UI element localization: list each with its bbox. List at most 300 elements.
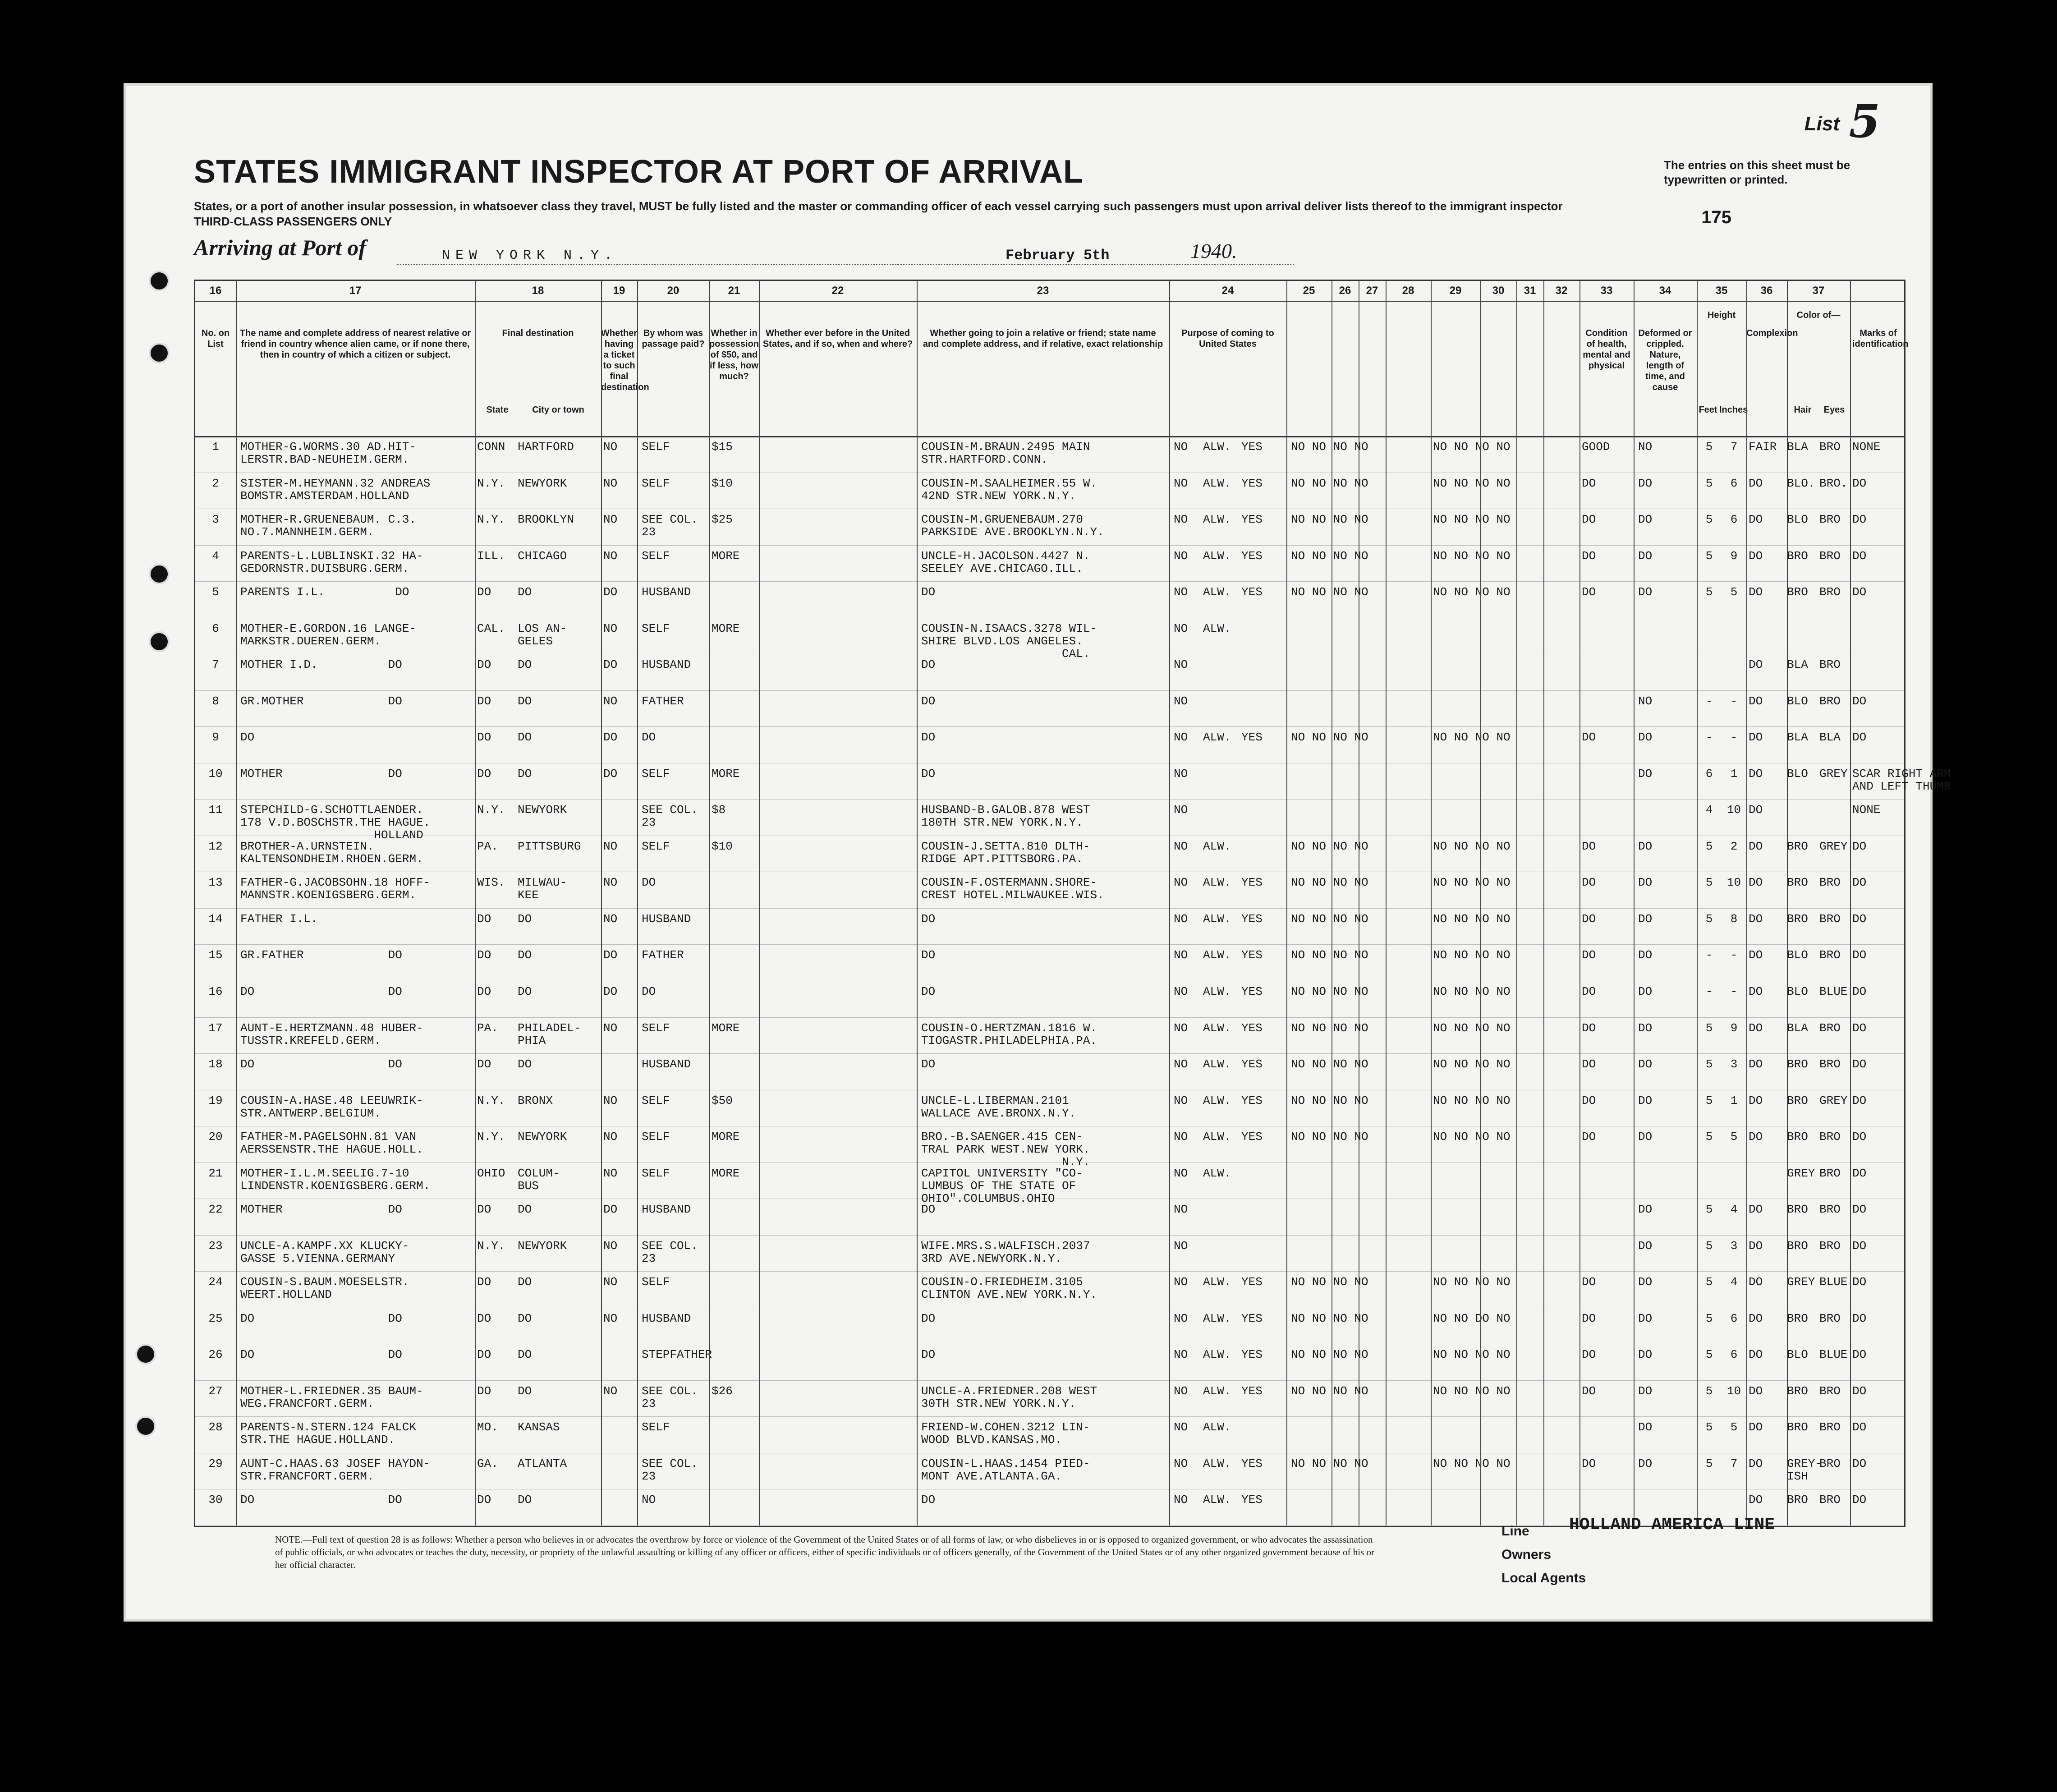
cell-hair: BRO xyxy=(1787,1239,1808,1253)
cell-p2: ALW. xyxy=(1203,549,1231,563)
column-rule xyxy=(917,281,918,1525)
cell-eyes: BLUE xyxy=(1819,985,1848,998)
cell-eyes: BRO xyxy=(1819,694,1841,708)
cell-join: DO xyxy=(921,985,936,998)
cell-no: 25 xyxy=(208,1311,223,1325)
column-rule xyxy=(1697,281,1698,1525)
cell-eyes: BRO xyxy=(1819,513,1841,527)
cell-join: DO xyxy=(921,585,936,599)
cell-st: DO xyxy=(477,1057,491,1071)
cell-join: DO xyxy=(921,731,936,744)
column-number: 36 xyxy=(1760,285,1773,297)
cell-cx: DO xyxy=(1749,985,1763,998)
cell-tk: NO xyxy=(603,476,618,490)
cell-cond: DO xyxy=(1582,1384,1596,1398)
cell-join: WIFE.MRS.S.WALFISCH.2037 3RD AVE.NEWYORK.N.Y. xyxy=(921,1239,1090,1265)
cell-hair: BLO xyxy=(1787,513,1808,527)
cell-rel: MOTHER-E.GORDON.16 LANGE- MARKSTR.DUEREN.GERM. xyxy=(240,621,417,648)
cell-st: DO xyxy=(477,585,491,599)
cell-in: 6 xyxy=(1730,1348,1738,1362)
column-header-final-destination: Final destination xyxy=(502,328,574,338)
cell-cond: DO xyxy=(1582,731,1596,744)
cell-cond: DO xyxy=(1582,1311,1596,1325)
cell-p2: ALW. xyxy=(1203,839,1231,853)
cell-a: NO NO NO NO xyxy=(1291,1311,1368,1325)
cell-ft: 5 xyxy=(1705,1420,1713,1434)
cell-by: SEE COL. 23 xyxy=(642,1457,698,1483)
cell-marks: DO xyxy=(1852,1348,1867,1362)
cell-city: BROOKLYN xyxy=(518,513,574,527)
list-label: List xyxy=(1804,113,1840,135)
cell-marks: DO xyxy=(1852,1275,1867,1289)
binder-hole xyxy=(149,271,170,291)
column-number: 28 xyxy=(1402,285,1414,297)
cell-a: NO NO NO NO xyxy=(1291,585,1368,599)
cell-marks: DO xyxy=(1852,912,1867,926)
cell-rel: FATHER-G.JACOBSOHN.18 HOFF- MANNSTR.KOENIGSBERG.GERM. xyxy=(240,876,431,902)
cell-marks: DO xyxy=(1852,1457,1867,1470)
cell-p2: ALW. xyxy=(1203,1420,1231,1434)
cell-by: SELF xyxy=(642,621,670,635)
cell-city: NEWYORK xyxy=(518,1239,567,1253)
column-number: 18 xyxy=(532,285,544,297)
column-number: 32 xyxy=(1555,285,1568,297)
cell-ft: - xyxy=(1705,694,1713,708)
cell-ft: 5 xyxy=(1705,1348,1713,1362)
cell-eyes: GREY xyxy=(1819,1094,1848,1107)
cell-a: NO NO NO NO xyxy=(1291,948,1368,962)
cell-a: NO NO NO NO xyxy=(1291,1057,1368,1071)
cell-by: SELF xyxy=(642,476,670,490)
cell-eyes: BRO xyxy=(1819,658,1841,672)
cell-tk: NO xyxy=(603,1094,618,1107)
cell-rel: COUSIN-A.HASE.48 LEEUWRIK- STR.ANTWERP.BELGIUM. xyxy=(240,1094,423,1120)
cell-city: DO xyxy=(518,731,532,744)
cell-hair: GREY xyxy=(1787,1166,1815,1180)
cell-def: DO xyxy=(1638,1384,1653,1398)
cell-b: NO NO NO NO xyxy=(1433,440,1511,454)
column-number: 31 xyxy=(1524,285,1536,297)
cell-eyes: BRO xyxy=(1819,1057,1841,1071)
cell-by: HUSBAND xyxy=(642,912,691,926)
cell-cx: DO xyxy=(1749,1384,1763,1398)
cell-cond: DO xyxy=(1582,1275,1596,1289)
cell-rel: DO DO xyxy=(240,1311,402,1325)
cell-city: CHICAGO xyxy=(518,549,567,563)
cell-join: COUSIN-M.GRUENEBAUM.270 PARKSIDE AVE.BROOKLYN.N.Y. xyxy=(921,513,1104,539)
cell-city: PITTSBURG xyxy=(518,839,581,853)
cell-city: HARTFORD xyxy=(518,440,574,454)
cell-city: NEWYORK xyxy=(518,803,567,817)
cell-a: NO NO NO NO xyxy=(1291,731,1368,744)
column-number: 34 xyxy=(1659,285,1671,297)
cell-ft: 5 xyxy=(1705,1203,1713,1217)
cell-cx: DO xyxy=(1749,1130,1763,1144)
cell-ft: 5 xyxy=(1705,1311,1713,1325)
cell-city: DO xyxy=(518,1203,532,1217)
cell-st: DO xyxy=(477,1311,491,1325)
cell-st: MO. xyxy=(477,1420,498,1434)
column-header-passage: By whom was passage paid? xyxy=(642,328,705,349)
column-number-row xyxy=(195,281,1904,302)
cell-marks: DO xyxy=(1852,1057,1867,1071)
cell-in: 9 xyxy=(1730,1021,1738,1035)
cell-cx: FAIR xyxy=(1749,440,1777,454)
cell-city: DO xyxy=(518,912,532,926)
cell-st: DO xyxy=(477,1348,491,1362)
cell-marks: DO xyxy=(1852,839,1867,853)
cell-city: PHILADEL- PHIA xyxy=(518,1021,581,1048)
cell-a: NO NO NO NO xyxy=(1291,549,1368,563)
column-rule xyxy=(637,281,638,1525)
cell-no: 28 xyxy=(208,1420,223,1434)
cell-marks: DO xyxy=(1852,585,1867,599)
column-subheader-city: City or town xyxy=(532,405,584,415)
cell-cond: DO xyxy=(1582,1457,1596,1470)
cell-p3: YES xyxy=(1241,1021,1263,1035)
cell-no: 16 xyxy=(208,985,223,998)
cell-by: HUSBAND xyxy=(642,1203,691,1217)
cell-b: NO NO NO NO xyxy=(1433,839,1511,853)
cell-money: $25 xyxy=(712,513,733,527)
cell-def: DO xyxy=(1638,1094,1653,1107)
cell-in: 3 xyxy=(1730,1057,1738,1071)
owners-label: Owners xyxy=(1501,1547,1552,1562)
cell-cx: DO xyxy=(1749,1239,1763,1253)
row-rule xyxy=(195,1271,1904,1272)
cell-by: FATHER xyxy=(642,948,684,962)
cell-in: 10 xyxy=(1726,876,1741,890)
cell-def: DO xyxy=(1638,1239,1653,1253)
cell-eyes: BRO xyxy=(1819,1311,1841,1325)
cell-p2: ALW. xyxy=(1203,876,1231,890)
cell-p2: ALW. xyxy=(1203,1384,1231,1398)
cell-in: 10 xyxy=(1726,803,1741,817)
cell-cond: DO xyxy=(1582,476,1596,490)
cell-join: DO xyxy=(921,948,936,962)
cell-p2: ALW. xyxy=(1203,585,1231,599)
cell-cond: DO xyxy=(1582,513,1596,527)
column-header-deformed: Deformed or crippled. Nature, length of time, and cause xyxy=(1638,328,1692,392)
cell-hair: BRO xyxy=(1787,585,1808,599)
cell-p1: NO xyxy=(1174,876,1188,890)
cell-p1: NO xyxy=(1174,1420,1188,1434)
row-rule xyxy=(195,908,1904,909)
cell-p1: NO xyxy=(1174,694,1188,708)
cell-marks: DO xyxy=(1852,948,1867,962)
cell-eyes: BRO xyxy=(1819,1203,1841,1217)
cell-cond: DO xyxy=(1582,985,1596,998)
column-subheader-inches: Inches xyxy=(1719,405,1748,415)
cell-by: SELF xyxy=(642,1021,670,1035)
cell-in: 3 xyxy=(1730,1239,1738,1253)
column-header-complexion: Complexion xyxy=(1746,328,1798,338)
column-number: 21 xyxy=(728,285,740,297)
cell-b: NO NO NO NO xyxy=(1433,985,1511,998)
cell-p3: YES xyxy=(1241,440,1263,454)
cell-by: SELF xyxy=(642,440,670,454)
cell-money: MORE xyxy=(712,1166,740,1180)
cell-city: DO xyxy=(518,585,532,599)
cell-cx: DO xyxy=(1749,839,1763,853)
cell-def: DO xyxy=(1638,513,1653,527)
column-rule xyxy=(759,281,760,1525)
cell-p2: ALW. xyxy=(1203,1275,1231,1289)
cell-def: DO xyxy=(1638,731,1653,744)
cell-hair: BLA xyxy=(1787,440,1808,454)
cell-by: SEE COL. 23 xyxy=(642,803,698,830)
line-label: Line xyxy=(1501,1524,1529,1539)
cell-marks: DO xyxy=(1852,1493,1867,1507)
cell-p1: NO xyxy=(1174,948,1188,962)
cell-p3: YES xyxy=(1241,1130,1263,1144)
cell-tk: NO xyxy=(603,549,618,563)
cell-no: 19 xyxy=(208,1094,223,1107)
cell-eyes: BRO xyxy=(1819,1384,1841,1398)
cell-p2: ALW. xyxy=(1203,440,1231,454)
cell-no: 9 xyxy=(212,731,219,744)
cell-city: DO xyxy=(518,1057,532,1071)
cell-no: 4 xyxy=(212,549,219,563)
cell-join: COUSIN-O.FRIEDHEIM.3105 CLINTON AVE.NEW YORK.N.Y. xyxy=(921,1275,1097,1302)
cell-def: DO xyxy=(1638,476,1653,490)
cell-city: DO xyxy=(518,767,532,781)
cell-marks: DO xyxy=(1852,694,1867,708)
column-header-condition: Condition of health, mental and physical xyxy=(1583,328,1630,371)
column-header-height: Height xyxy=(1707,310,1736,320)
cell-city: KANSAS xyxy=(518,1420,560,1434)
binder-hole xyxy=(149,631,170,652)
cell-ft: 5 xyxy=(1705,549,1713,563)
cell-no: 30 xyxy=(208,1493,223,1507)
cell-tk: NO xyxy=(603,1239,618,1253)
column-number: 23 xyxy=(1037,285,1049,297)
column-rule xyxy=(1850,281,1851,1525)
column-header-color-of: Color of— xyxy=(1796,310,1841,320)
row-rule xyxy=(195,581,1904,582)
cell-p1: NO xyxy=(1174,1493,1188,1507)
row-rule xyxy=(195,1380,1904,1381)
stamp-number: 175 xyxy=(1701,207,1731,227)
cell-cx: DO xyxy=(1749,1094,1763,1107)
column-subheader-state: State xyxy=(486,405,509,415)
cell-eyes: BRO xyxy=(1819,549,1841,563)
cell-marks: DO xyxy=(1852,476,1867,490)
cell-tk: DO xyxy=(603,948,618,962)
row-rule xyxy=(195,690,1904,691)
cell-eyes: BRO xyxy=(1819,876,1841,890)
cell-by: SEE COL. 23 xyxy=(642,513,698,539)
cell-def: DO xyxy=(1638,1275,1653,1289)
cell-st: N.Y. xyxy=(477,513,505,527)
cell-st: ILL. xyxy=(477,549,505,563)
cell-by: DO xyxy=(642,731,656,744)
cell-cond: DO xyxy=(1582,1348,1596,1362)
cell-tk: NO xyxy=(603,839,618,853)
cell-hair: BRO xyxy=(1787,1057,1808,1071)
cell-st: OHIO xyxy=(477,1166,505,1180)
cell-in: 5 xyxy=(1730,585,1738,599)
cell-p3: YES xyxy=(1241,1457,1263,1470)
column-number: 19 xyxy=(613,285,625,297)
cell-marks: DO xyxy=(1852,731,1867,744)
cell-tk: NO xyxy=(603,912,618,926)
cell-p1: NO xyxy=(1174,1457,1188,1470)
cell-p1: NO xyxy=(1174,1021,1188,1035)
cell-def: DO xyxy=(1638,1203,1653,1217)
cell-b: NO NO NO NO xyxy=(1433,1275,1511,1289)
cell-join: COUSIN-M.BRAUN.2495 MAIN STR.HARTFORD.CONN. xyxy=(921,440,1090,466)
cell-rel: DO DO xyxy=(240,985,402,998)
cell-join: DO xyxy=(921,1493,936,1507)
cell-a: NO NO NO NO xyxy=(1291,1094,1368,1107)
cell-cx: DO xyxy=(1749,1057,1763,1071)
column-number: 17 xyxy=(349,285,362,297)
cell-cx: DO xyxy=(1749,803,1763,817)
cell-p2: ALW. xyxy=(1203,912,1231,926)
cell-tk: DO xyxy=(603,731,618,744)
column-header-relative: The name and complete address of nearest relative or friend in country whence alien came, or if none there, then in country of which a citizen or subject. xyxy=(239,328,471,360)
binder-hole xyxy=(135,1344,156,1365)
cell-p2: ALW. xyxy=(1203,1311,1231,1325)
arriving-label: Arriving at Port of xyxy=(194,235,366,260)
cell-in: 10 xyxy=(1726,1384,1741,1398)
cell-st: DO xyxy=(477,694,491,708)
cell-join: DO xyxy=(921,1203,936,1217)
cell-join: DO xyxy=(921,767,936,781)
cell-p1: NO xyxy=(1174,1203,1188,1217)
cell-cx: DO xyxy=(1749,767,1763,781)
cell-b: NO NO NO NO xyxy=(1433,549,1511,563)
cell-cx: DO xyxy=(1749,948,1763,962)
column-number: 27 xyxy=(1366,285,1378,297)
cell-a: NO NO NO NO xyxy=(1291,839,1368,853)
column-number: 22 xyxy=(831,285,844,297)
cell-hair: BRO xyxy=(1787,912,1808,926)
cell-money: $10 xyxy=(712,476,733,490)
cell-money: MORE xyxy=(712,1130,740,1144)
cell-ft: 5 xyxy=(1705,1457,1713,1470)
cell-no: 6 xyxy=(212,621,219,635)
cell-no: 17 xyxy=(208,1021,223,1035)
line-value: HOLLAND AMERICA LINE xyxy=(1569,1515,1775,1535)
cell-cx: DO xyxy=(1749,912,1763,926)
cell-def: DO xyxy=(1638,767,1653,781)
cell-st: PA. xyxy=(477,839,498,853)
cell-in: - xyxy=(1730,985,1738,998)
cell-p1: NO xyxy=(1174,1057,1188,1071)
cell-b: NO NO NO NO xyxy=(1433,731,1511,744)
cell-tk: NO xyxy=(603,1311,618,1325)
cell-marks: SCAR RIGHT ARM AND LEFT THUMB xyxy=(1852,767,1951,793)
cell-st: DO xyxy=(477,948,491,962)
cell-city: BRONX xyxy=(518,1094,553,1107)
cell-marks: DO xyxy=(1852,1384,1867,1398)
cell-tk: DO xyxy=(603,1203,618,1217)
instructions-line-2: THIRD-CLASS PASSENGERS ONLY xyxy=(194,215,392,228)
cell-money: $8 xyxy=(712,803,726,817)
cell-in: 6 xyxy=(1730,476,1738,490)
column-rule xyxy=(475,281,476,1525)
cell-ft: 5 xyxy=(1705,1130,1713,1144)
cell-hair: BLO xyxy=(1787,948,1808,962)
cell-p2: ALW. xyxy=(1203,1166,1231,1180)
cell-rel: MOTHER DO xyxy=(240,767,402,781)
cell-def: NO xyxy=(1638,440,1653,454)
cell-ft: 5 xyxy=(1705,513,1713,527)
cell-money: MORE xyxy=(712,621,740,635)
cell-eyes: BRO xyxy=(1819,1457,1841,1470)
cell-p3: YES xyxy=(1241,476,1263,490)
cell-st: DO xyxy=(477,1275,491,1289)
cell-no: 20 xyxy=(208,1130,223,1144)
column-number: 25 xyxy=(1303,285,1315,297)
cell-def: DO xyxy=(1638,1057,1653,1071)
cell-eyes: BLUE xyxy=(1819,1348,1848,1362)
cell-in: 1 xyxy=(1730,1094,1738,1107)
cell-tk: NO xyxy=(603,1130,618,1144)
cell-marks: DO xyxy=(1852,1203,1867,1217)
cell-by: SELF xyxy=(642,1420,670,1434)
cell-hair: GREY- ISH xyxy=(1787,1457,1823,1483)
cell-def: DO xyxy=(1638,1457,1653,1470)
cell-by: HUSBAND xyxy=(642,1311,691,1325)
cell-b: NO NO NO NO xyxy=(1433,1457,1511,1470)
cell-marks: DO xyxy=(1852,1420,1867,1434)
cell-by: FATHER xyxy=(642,694,684,708)
row-rule xyxy=(195,1053,1904,1054)
cell-p1: NO xyxy=(1174,803,1188,817)
cell-p1: NO xyxy=(1174,985,1188,998)
cell-by: SELF xyxy=(642,1166,670,1180)
cell-city: DO xyxy=(518,1311,532,1325)
cell-join: UNCLE-A.FRIEDNER.208 WEST 30TH STR.NEW YORK.N.Y. xyxy=(921,1384,1097,1411)
cell-tk: NO xyxy=(603,1275,618,1289)
cell-by: SELF xyxy=(642,1094,670,1107)
cell-rel: DO xyxy=(240,731,255,744)
column-rule xyxy=(1169,281,1170,1525)
cell-no: 22 xyxy=(208,1203,223,1217)
cell-no: 1 xyxy=(212,440,219,454)
cell-st: PA. xyxy=(477,1021,498,1035)
cell-p3: YES xyxy=(1241,948,1263,962)
cell-cx: DO xyxy=(1749,694,1763,708)
cell-b: NO NO NO NO xyxy=(1433,876,1511,890)
cell-in: 1 xyxy=(1730,767,1738,781)
cell-def: DO xyxy=(1638,1420,1653,1434)
cell-a: NO NO NO NO xyxy=(1291,1021,1368,1035)
binder-hole xyxy=(149,564,170,584)
cell-a: NO NO NO NO xyxy=(1291,985,1368,998)
cell-join: COUSIN-O.HERTZMAN.1816 W. TIOGASTR.PHILADELPHIA.PA. xyxy=(921,1021,1097,1048)
cell-join: FRIEND-W.COHEN.3212 LIN- WOOD BLVD.KANSAS.MO. xyxy=(921,1420,1090,1447)
cell-no: 10 xyxy=(208,767,223,781)
cell-marks: DO xyxy=(1852,1130,1867,1144)
cell-ft: 5 xyxy=(1705,1057,1713,1071)
cell-in: 4 xyxy=(1730,1275,1738,1289)
cell-cx: DO xyxy=(1749,549,1763,563)
cell-cx: DO xyxy=(1749,513,1763,527)
column-header-before-us: Whether ever before in the United States, and if so, when and where? xyxy=(762,328,913,349)
cell-hair: BRO xyxy=(1787,549,1808,563)
column-rule xyxy=(1634,281,1635,1525)
cell-def: DO xyxy=(1638,1311,1653,1325)
cell-rel: STEPCHILD-G.SCHOTTLAENDER. 178 V.D.BOSCHSTR.THE HAGUE. HOLLAND xyxy=(240,803,431,842)
cell-p1: NO xyxy=(1174,513,1188,527)
cell-ft: - xyxy=(1705,985,1713,998)
cell-rel: SISTER-M.HEYMANN.32 ANDREAS BOMSTR.AMSTERDAM.HOLLAND xyxy=(240,476,431,503)
cell-st: DO xyxy=(477,1203,491,1217)
